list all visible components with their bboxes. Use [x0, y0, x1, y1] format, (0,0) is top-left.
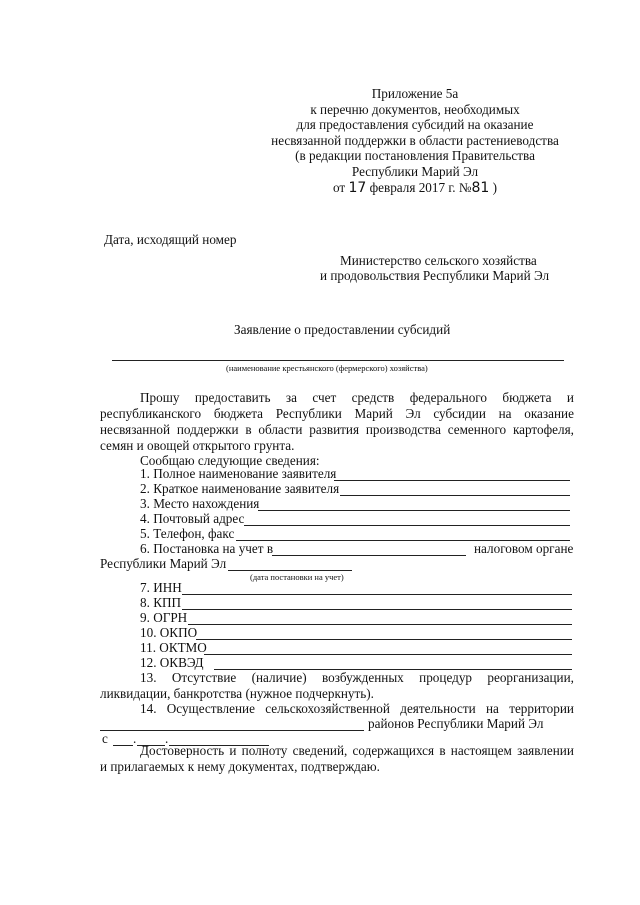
- item-14-districts: районов Республики Марий Эл: [368, 716, 544, 731]
- request-line-4: семян и овощей открытого грунта.: [100, 438, 295, 453]
- item-6-republic: Республики Марий Эл: [100, 556, 227, 571]
- info-intro: Сообщаю следующие сведения:: [140, 453, 320, 468]
- farm-name-caption: (наименование крестьянского (фермерского) хозяйства): [226, 363, 428, 373]
- confirm-line-1: Достоверность и полноту сведений, содержащихся в настоящем заявлении: [140, 743, 574, 758]
- item-8-label: 8. КПП: [140, 595, 182, 610]
- item-12-label: 12. ОКВЭД: [140, 655, 204, 670]
- date-outgoing-label: Дата, исходящий номер: [104, 232, 237, 247]
- location-field-line[interactable]: [258, 510, 570, 511]
- since-dot-2: .: [165, 731, 169, 746]
- since-dot-1: .: [133, 731, 137, 746]
- since-label: с: [102, 731, 108, 746]
- header-line: к перечню документов, необходимых: [310, 101, 520, 117]
- item-14-line-1: 14. Осуществление сельскохозяйственной деятельности на территории: [140, 701, 574, 716]
- registration-date-field-line[interactable]: [228, 570, 352, 571]
- item-4-label: 4. Почтовый адрес: [140, 511, 245, 526]
- item-6-label: 6. Постановка на учет в: [140, 541, 274, 556]
- header-date-line: [250, 180, 580, 197]
- item-1-label: 1. Полное наименование заявителя: [140, 466, 337, 481]
- header-line: несвязанной поддержки в области растениеводства: [271, 132, 559, 148]
- full-name-field-line[interactable]: [334, 480, 570, 481]
- item-9-label: 9. ОГРН: [140, 610, 188, 625]
- tax-registration-field-line[interactable]: [272, 555, 466, 556]
- item-11-label: 11. ОКТМО: [140, 640, 207, 655]
- confirm-line-2: и прилагаемых к нему документах, подтверждаю.: [100, 759, 380, 774]
- header-line: Республики Марий Эл: [351, 163, 479, 179]
- item-2-label: 2. Краткое наименование заявителя: [140, 481, 340, 496]
- oktmo-field-line[interactable]: [204, 654, 572, 655]
- item-3-label: 3. Место нахождения: [140, 496, 260, 511]
- postal-address-field-line[interactable]: [244, 525, 570, 526]
- date-close: ): [492, 179, 498, 195]
- item-13-line-1: 13. Отсутствие (наличие) возбужденных процедур реорганизации,: [140, 670, 574, 685]
- request-line-3: несвязанной поддержки в области развития производства семенного картофеля,: [100, 422, 574, 437]
- item-7-label: 7. ИНН: [140, 580, 182, 595]
- farm-name-field-line[interactable]: [112, 360, 564, 361]
- request-line-2: республиканского бюджета Республики Марий Эл субсидии на оказание: [100, 406, 574, 421]
- date-day-handwritten: 17: [348, 179, 367, 196]
- header-line: (в редакции постановления Правительства: [295, 148, 535, 164]
- date-number-handwritten: 81: [471, 179, 490, 196]
- addressee-line-2: и продовольствия Республики Марий Эл: [320, 268, 550, 283]
- kpp-field-line[interactable]: [182, 609, 572, 610]
- short-name-field-line[interactable]: [340, 495, 570, 496]
- districts-field-line[interactable]: [100, 730, 364, 731]
- okpo-field-line[interactable]: [196, 639, 572, 640]
- item-6-tax-office: налоговом органе: [474, 541, 574, 556]
- appendix-header: [250, 86, 580, 196]
- since-day-field-line[interactable]: [113, 745, 133, 746]
- item-5-label: 5. Телефон, факс: [140, 526, 235, 541]
- date-rest: февраля 2017 г. №: [369, 179, 472, 195]
- date-prefix: от: [332, 179, 346, 195]
- item-10-label: 10. ОКПО: [140, 625, 198, 640]
- inn-field-line[interactable]: [182, 594, 572, 595]
- ogrn-field-line[interactable]: [188, 624, 572, 625]
- header-line: для предоставления субсидий на оказание: [296, 117, 534, 133]
- header-line: Приложение 5а: [371, 86, 459, 101]
- registration-date-caption: (дата постановки на учет): [250, 572, 344, 582]
- page-title: Заявление о предоставлении субсидий: [234, 322, 451, 337]
- item-13-line-2: ликвидации, банкротства (нужное подчеркнуть).: [100, 686, 374, 701]
- addressee-line-1: Министерство сельского хозяйства: [340, 253, 537, 268]
- request-line-1: Прошу предоставить за счет средств федерального бюджета и: [140, 390, 574, 405]
